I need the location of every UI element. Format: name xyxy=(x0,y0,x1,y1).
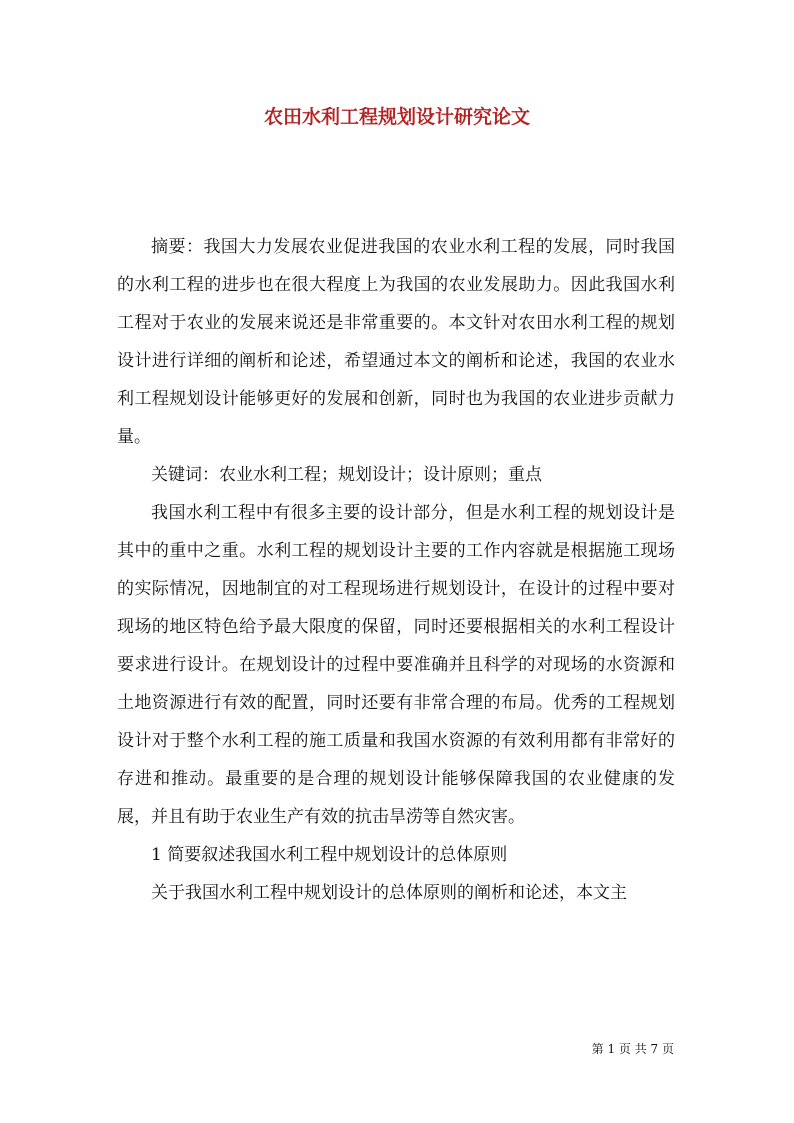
document-title: 农田水利工程规划设计研究论文 xyxy=(263,106,530,128)
abstract-paragraph: 摘要：我国大力发展农业促进我国的农业水利工程的发展，同时我国的水利工程的进步也在很大程度上为我国的农业发展助力。因此我国水利工程对于农业的发展来说还是非常重要的。本文针对农田水利工程的规划设计进行详细的阐析和论述，希望通过本文的阐析和论述，我国的农业水利工程规划设计能够更好的发展和创新，同时也为我国的农业进步贡献力量。 xyxy=(117,237,675,447)
body-paragraph: 我国水利工程中有很多主要的设计部分，但是水利工程的规划设计是其中的重中之重。水利工程的规划设计主要的工作内容就是根据施工现场的实际情况，因地制宜的对工程现场进行规划设计，在设计的过程中要对现场的地区特色给予最大限度的保留，同时还要根据相关的水利工程设计要求进行设计。在规划设计的过程中要准确并且科学的对现场的水资源和土地资源进行有效的配置，同时还要有非常合理的布局。优秀的工程规划设计对于整个水利工程的施工质量和我国水资源的有效利用都有非常好的存进和推动。最重要的是合理的规划设计能够保障我国的农业健康的发展，并且有助于农业生产有效的抗击旱涝等自然灾害。 xyxy=(117,503,675,827)
section-heading: 1 简要叙述我国水利工程中规划设计的总体原则 xyxy=(151,845,508,865)
keywords-paragraph: 关键词：农业水利工程；规划设计；设计原则；重点 xyxy=(151,465,542,485)
body-paragraph: 关于我国水利工程中规划设计的总体原则的阐析和论述，本文主 xyxy=(151,883,627,903)
document-body xyxy=(117,228,675,912)
page-number: 第 1 页 共 7 页 xyxy=(591,1042,674,1056)
